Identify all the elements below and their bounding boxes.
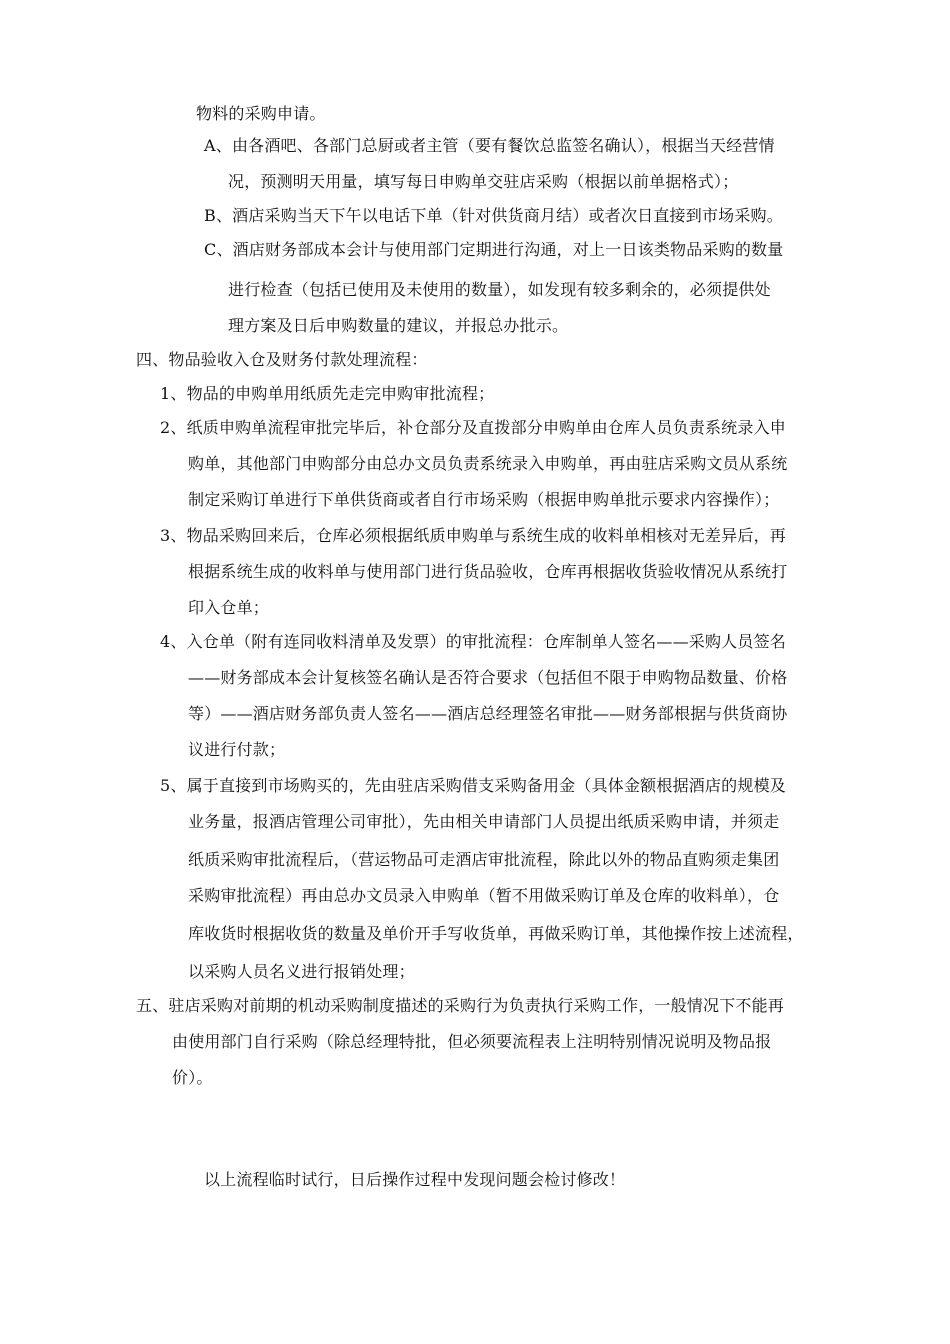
section-4-item-5-line-3: 纸质采购审批流程后，（营运物品可走酒店审批流程，除此以外的物品直购须走集团: [188, 850, 780, 869]
section-4-item-4-line-2: ——财务部成本会计复核签名确认是否符合要求（包括但不限于申购物品数量、价格: [188, 668, 788, 687]
item-c-line-1: C、酒店财务部成本会计与使用部门定期进行沟通，对上一日该类物品采购的数量: [204, 240, 784, 259]
section-4-item-4-line-4: 议进行付款；: [188, 740, 286, 759]
section-4-item-3-line-1: 3、物品采购回来后，仓库必须根据纸质申购单与系统生成的收料单相核对无差异后，再: [160, 526, 786, 545]
section-4-item-3-line-3: 印入仓单；: [188, 598, 270, 617]
item-b-line-1: B、酒店采购当天下午以电话下单（针对供货商月结）或者次日直接到市场采购。: [204, 206, 783, 225]
closing-note: 以上流程临时试行，日后操作过程中发现问题会检讨修改！: [204, 1170, 626, 1189]
section-5-line-3: 价）。: [172, 1068, 213, 1087]
section-4-item-2-line-1: 2、纸质申购单流程审批完毕后，补仓部分及直拨部分申购单由仓库人员负责系统录入申: [160, 418, 786, 437]
section-4-item-4-line-1: 4、入仓单（附有连同收料清单及发票）的审批流程：仓库制单人签名——采购人员签名: [160, 632, 786, 651]
section-4-item-3-line-2: 根据系统生成的收料单与使用部门进行货品验收，仓库再根据收货验收情况从系统打: [188, 562, 788, 581]
section-4-heading: 四、物品验收入仓及财务付款处理流程：: [136, 350, 428, 369]
section-4-item-2-line-2: 购单，其他部门申购部分由总办文员负责系统录入申购单，再由驻店采购文员从系统: [188, 454, 788, 473]
section-5-line-2: 由使用部门自行采购（除总经理特批，但必须要流程表上注明特别情况说明及物品报: [172, 1032, 772, 1051]
section-4-item-5-line-2: 业务量，报酒店管理公司审批），先由相关申请部门人员提出纸质采购申请，并须走: [188, 812, 780, 831]
item-c-line-3: 理方案及日后申购数量的建议，并报总办批示。: [228, 316, 569, 335]
section-4-item-5-line-1: 5、属于直接到市场购买的，先由驻店采购借支采购备用金（具体金额根据酒店的规模及: [160, 776, 786, 795]
section-4-item-5-line-6: 以采购人员名义进行报销处理；: [188, 962, 415, 981]
item-a-line-2: 况，预测明天用量，填写每日申购单交驻店采购（根据以前单据格式）；: [228, 172, 739, 191]
intro-line: 物料的采购申请。: [196, 104, 326, 123]
section-4-item-2-line-3: 制定采购订单进行下单供货商或者自行市场采购（根据申购单批示要求内容操作）；: [188, 490, 780, 509]
section-5-line-1: 五、驻店采购对前期的机动采购制度描述的采购行为负责执行采购工作，一般情况下不能再: [136, 996, 785, 1015]
item-c-line-2: 进行检查（包括已使用及未使用的数量），如发现有较多剩余的，必须提供处: [228, 280, 771, 299]
section-4-item-1: 1、物品的申购单用纸质先走完申购审批流程；: [160, 384, 495, 403]
section-4-item-5-line-4: 采购审批流程）再由总办文员录入申购单（暂不用做采购订单及仓库的收料单），仓: [188, 886, 780, 905]
item-a-line-1: A、由各酒吧、各部门总厨或者主管（要有餐饮总监签名确认），根据当天经营情: [204, 136, 775, 155]
section-4-item-4-line-3: 等）——酒店财务部负责人签名——酒店总经理签名审批——财务部根据与供货商协: [188, 704, 788, 723]
section-4-item-5-line-5: 库收货时根据收货的数量及单价开手写收货单，再做采购订单，其他操作按上述流程，: [188, 924, 804, 943]
